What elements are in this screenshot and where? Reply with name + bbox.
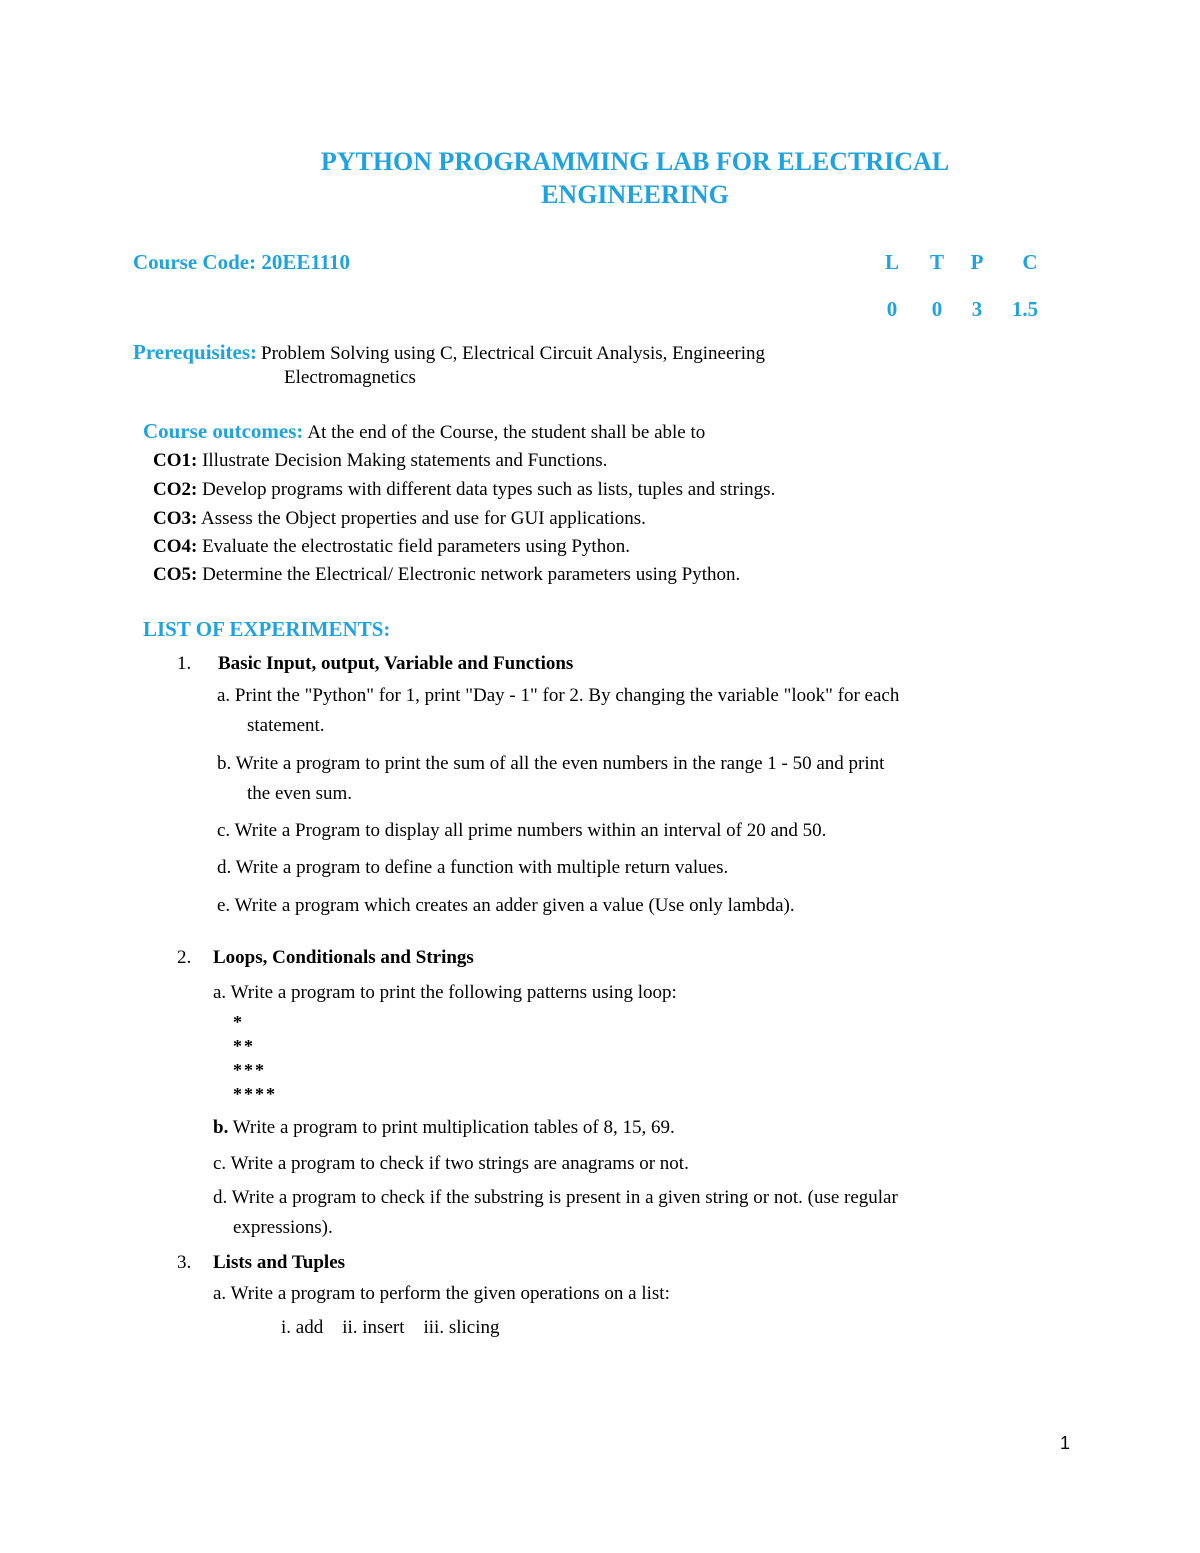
pattern-row: ** xyxy=(233,1036,255,1056)
exp1-title: Basic Input, output, Variable and Functions xyxy=(218,653,574,674)
pattern-row: **** xyxy=(233,1084,277,1104)
outcomes-label: Course outcomes: xyxy=(143,419,304,443)
exp3-number: 3. xyxy=(177,1252,192,1273)
exp3-title: Lists and Tuples xyxy=(213,1252,346,1273)
ltpc-value-t: 0 xyxy=(931,297,943,321)
outcome-item: CO1: Illustrate Decision Making statements and Functions. xyxy=(153,450,608,471)
prerequisites-line2: Electromagnetics xyxy=(284,367,416,388)
exp3-operations: i. add ii. insert iii. slicing xyxy=(281,1317,500,1338)
outcome-item: CO4: Evaluate the electrostatic field parameters using Python. xyxy=(153,536,630,557)
ltpc-header-t: T xyxy=(929,250,944,274)
exp1-item-b: b. Write a program to print the sum of all the even numbers in the range 1 - 50 and print xyxy=(217,753,885,774)
page-title-line2: ENGINEERING xyxy=(541,180,729,209)
ltpc-value-p: 3 xyxy=(971,297,983,321)
pattern-row: * xyxy=(233,1012,244,1032)
prerequisites-text: Problem Solving using C, Electrical Circuit Analysis, Engineering xyxy=(261,343,765,364)
pattern-row: *** xyxy=(233,1060,266,1080)
page-number: 1 xyxy=(1060,1433,1071,1453)
outcome-item: CO2: Develop programs with different data types such as lists, tuples and strings. xyxy=(153,479,776,500)
exp1-item-c: c. Write a Program to display all prime numbers within an interval of 20 and 50. xyxy=(217,820,827,841)
exp1-item-a: a. Print the "Python" for 1, print "Day - 1" for 2. By changing the variable "look" for each xyxy=(217,685,900,706)
ltpc-value-c: 1.5 xyxy=(1011,297,1039,321)
exp2-item-c: c. Write a program to check if two strings are anagrams or not. xyxy=(213,1153,689,1174)
exp1-item-a-cont: statement. xyxy=(247,715,325,736)
course-code: Course Code: 20EE1110 xyxy=(133,250,351,274)
exp2-number: 2. xyxy=(177,947,192,968)
exp1-item-b-cont: the even sum. xyxy=(247,783,353,804)
ltpc-header-l: L xyxy=(884,250,899,274)
ltpc-header-p: P xyxy=(970,250,984,274)
exp2-item-a: a. Write a program to print the following patterns using loop: xyxy=(213,982,677,1003)
exp1-number: 1. xyxy=(177,653,192,674)
exp1-item-d: d. Write a program to define a function with multiple return values. xyxy=(217,857,729,878)
outcome-item: CO5: Determine the Electrical/ Electronic network parameters using Python. xyxy=(153,564,741,585)
prerequisites-label: Prerequisites: xyxy=(133,340,258,364)
outcome-item: CO3: Assess the Object properties and use for GUI applications. xyxy=(153,508,646,529)
ltpc-value-l: 0 xyxy=(886,297,898,321)
prerequisites-line1 xyxy=(133,340,765,365)
outcomes-intro xyxy=(143,419,705,444)
exp2-title: Loops, Conditionals and Strings xyxy=(213,947,474,968)
exp3-item-a: a. Write a program to perform the given operations on a list: xyxy=(213,1283,670,1304)
exp2-item-b: b. Write a program to print multiplication tables of 8, 15, 69. xyxy=(213,1117,675,1138)
exp2-item-d: d. Write a program to check if the substring is present in a given string or not. (use regular xyxy=(213,1187,898,1208)
page-title-line1: PYTHON PROGRAMMING LAB FOR ELECTRICAL xyxy=(320,147,950,176)
ltpc-header-c: C xyxy=(1022,250,1038,274)
experiments-heading: LIST OF EXPERIMENTS: xyxy=(143,617,391,641)
outcomes-intro-text: At the end of the Course, the student shall be able to xyxy=(307,422,706,443)
exp2-item-d-cont: expressions). xyxy=(233,1217,333,1238)
exp1-item-e: e. Write a program which creates an adder given a value (Use only lambda). xyxy=(217,895,795,916)
